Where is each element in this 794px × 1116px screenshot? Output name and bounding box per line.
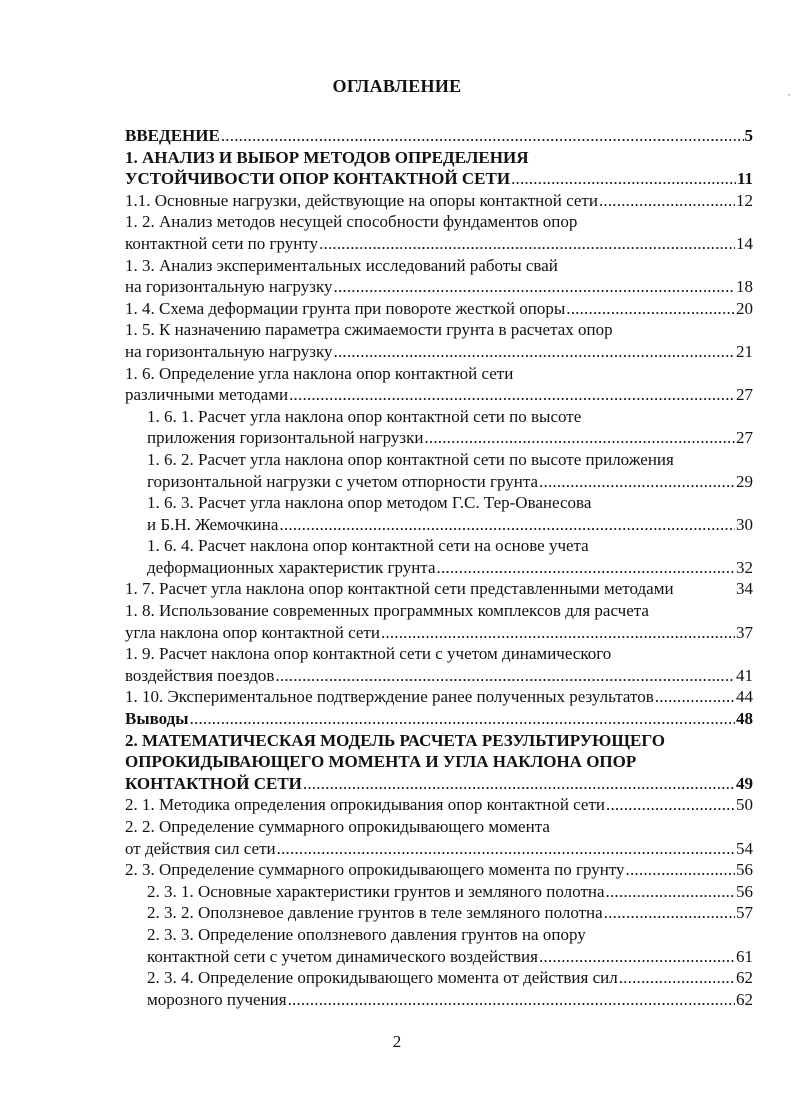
toc-entry-title: контактной сети по грунту: [125, 233, 319, 253]
toc-entry-title: 2. 3. 2. Оползневое давление грунтов в теле земляного полотна: [147, 903, 603, 923]
toc-entry-page: 30: [736, 514, 753, 534]
toc-entry-title: 1. 5. К назначению параметра сжимаемости грунта в расчетах опор: [125, 320, 613, 340]
toc-entry: [125, 924, 753, 946]
toc-entry-page: 21: [736, 341, 753, 361]
table-of-contents: [125, 125, 753, 1010]
toc-entry-title: 1. 6. 4. Расчет наклона опор контактной сети на основе учета: [147, 536, 589, 556]
toc-entry-title: морозного пучения: [147, 989, 287, 1009]
toc-entry-title: 2. 3. Определение суммарного опрокидывающего момента по грунту: [125, 860, 625, 880]
dot-leader: [511, 168, 736, 190]
toc-entry-page: 14: [736, 233, 753, 253]
toc-entry: [125, 125, 753, 147]
dot-leader: [626, 859, 735, 881]
toc-entry: [125, 946, 753, 968]
dot-leader: [279, 514, 735, 536]
toc-entry-page: 61: [736, 946, 753, 966]
toc-entry-title: 1.1. Основные нагрузки, действующие на опоры контактной сети: [125, 190, 598, 210]
toc-entry: [125, 578, 753, 600]
toc-entry: [125, 967, 753, 989]
toc-entry: [125, 384, 753, 406]
toc-entry-page: 27: [736, 385, 753, 405]
toc-entry-title: 2. 3. 3. Определение оползневого давления грунтов на опору: [147, 924, 586, 944]
toc-entry-title: 1. 6. 3. Расчет угла наклона опор методом Г.С. Тер-Ованесова: [147, 493, 592, 513]
toc-entry-title: ВВЕДЕНИЕ: [125, 126, 220, 145]
toc-entry: [125, 168, 753, 190]
toc-entry-title: 2. 3. 4. Определение опрокидывающего момента от действия сил: [147, 968, 618, 988]
toc-entry-title: приложения горизонтальной нагрузки: [147, 428, 424, 448]
toc-entry-page: 56: [736, 860, 753, 880]
toc-entry-title: различными методами: [125, 385, 289, 405]
toc-entry: [125, 190, 753, 212]
toc-entry-page: 11: [736, 169, 753, 189]
dot-leader: [437, 557, 736, 579]
toc-entry-title: 2. 1. Методика определения опрокидывания опор контактной сети: [125, 795, 606, 815]
toc-entry: [125, 449, 753, 471]
toc-entry: [125, 665, 753, 687]
toc-entry-page: 49: [736, 773, 753, 793]
dot-leader: [606, 881, 735, 903]
toc-entry-page: 5: [744, 126, 753, 145]
toc-entry-title: 1. 7. Расчет угла наклона опор контактной сети представленными методами: [125, 579, 674, 599]
dot-leader: [606, 794, 735, 816]
toc-entry-title: 1. 6. Определение угла наклона опор контактной сети: [125, 363, 514, 383]
toc-entry: [125, 643, 753, 665]
toc-entry: [125, 794, 753, 816]
toc-entry: [125, 298, 753, 320]
toc-entry-title: 1. 4. Схема деформации грунта при повороте жесткой опоры: [125, 298, 566, 318]
dot-leader: [619, 967, 735, 989]
dot-leader: [319, 233, 735, 255]
toc-entry: [125, 600, 753, 622]
toc-entry: [125, 557, 753, 579]
page-number: 2: [392, 1032, 402, 1051]
margin-mark: ,: [788, 88, 790, 97]
toc-entry: [125, 319, 753, 341]
toc-entry-page: 32: [736, 557, 753, 577]
toc-entry: [125, 514, 753, 536]
dot-leader: [303, 773, 735, 795]
toc-entry-page: 44: [736, 687, 753, 707]
toc-entry-title: 1. 8. Использование современных программных комплексов для расчета: [125, 601, 649, 621]
toc-entry-page: 34: [736, 579, 753, 599]
toc-entry-page: 37: [736, 622, 753, 642]
dot-leader: [604, 902, 735, 924]
toc-entry: [125, 989, 753, 1011]
toc-entry-title: на горизонтальную нагрузку: [125, 341, 333, 361]
dot-leader: [277, 838, 735, 860]
dot-leader: [221, 125, 744, 147]
toc-entry: [125, 276, 753, 298]
toc-entry-title: УСТОЙЧИВОСТИ ОПОР КОНТАКТНОЙ СЕТИ: [125, 169, 511, 189]
toc-entry-title: от действия сил сети: [125, 838, 276, 858]
toc-entry-title: 2. 2. Определение суммарного опрокидывающего момента: [125, 817, 550, 836]
dot-leader: [190, 708, 735, 730]
toc-entry: [125, 341, 753, 363]
toc-entry: [125, 427, 753, 449]
toc-entry: [125, 492, 753, 514]
toc-entry: [125, 902, 753, 924]
toc-entry-page: 62: [736, 968, 753, 988]
toc-entry-page: 48: [736, 709, 753, 729]
toc-entry: [125, 838, 753, 860]
dot-leader: [599, 190, 735, 212]
toc-entry-page: 20: [736, 298, 753, 318]
toc-entry: [125, 730, 753, 752]
toc-entry-title: горизонтальной нагрузки с учетом отпорности грунта: [147, 471, 539, 491]
toc-entry: [125, 686, 753, 708]
dot-leader: [539, 946, 735, 968]
toc-entry: [125, 471, 753, 493]
toc-entry-title: 1. 6. 1. Расчет угла наклона опор контактной сети по высоте: [147, 406, 582, 426]
dot-leader: [289, 384, 735, 406]
toc-entry-title: ОПРОКИДЫВАЮЩЕГО МОМЕНТА И УГЛА НАКЛОНА ОПОР: [125, 752, 637, 772]
toc-entry: [125, 773, 753, 795]
toc-entry-title: КОНТАКТНОЙ СЕТИ: [125, 773, 302, 793]
toc-entry-title: 1. 2. Анализ методов несущей способности фундаментов опор: [125, 212, 578, 232]
toc-entry: [125, 751, 753, 773]
toc-entry-title: 1. 10. Экспериментальное подтверждение ранее полученных результатов: [125, 687, 654, 707]
toc-entry: [125, 363, 753, 385]
toc-entry-title: угла наклона опор контактной сети: [125, 622, 380, 642]
toc-entry-title: деформационных характеристик грунта: [147, 557, 436, 577]
dot-leader: [334, 276, 736, 298]
toc-entry-title: 1. 9. Расчет наклона опор контактной сети с учетом динамического: [125, 644, 612, 664]
toc-entry-title: 1. 6. 2. Расчет угла наклона опор контактной сети по высоте приложения: [147, 449, 674, 469]
toc-entry-title: 1. АНАЛИЗ И ВЫБОР МЕТОДОВ ОПРЕДЕЛЕНИЯ: [125, 147, 529, 167]
toc-entry: [125, 708, 753, 730]
toc-entry-title: воздействия поездов: [125, 665, 275, 685]
toc-entry-page: 56: [736, 881, 753, 901]
toc-entry-page: 54: [736, 838, 753, 858]
toc-entry-title: и Б.Н. Жемочкина: [147, 514, 279, 534]
toc-entry: [125, 881, 753, 903]
toc-entry-title: контактной сети с учетом динамического воздействия: [147, 946, 538, 966]
toc-entry: [125, 622, 753, 644]
toc-entry-page: 29: [736, 471, 753, 491]
toc-entry: [125, 255, 753, 277]
toc-entry-page: 41: [736, 665, 753, 685]
toc-entry-page: 57: [736, 903, 753, 923]
toc-entry: [125, 816, 753, 838]
toc-entry-page: 18: [736, 277, 753, 297]
toc-entry: [125, 859, 753, 881]
toc-entry-page: 62: [736, 989, 753, 1009]
toc-entry: [125, 535, 753, 557]
toc-entry-page: 12: [736, 190, 753, 210]
toc-entry: [125, 233, 753, 255]
dot-leader: [424, 427, 735, 449]
dot-leader: [655, 686, 735, 708]
toc-entry-title: Выводы: [125, 709, 189, 729]
toc-entry-page: 27: [736, 428, 753, 448]
toc-entry: [125, 147, 753, 169]
page-title: ОГЛАВЛЕНИЕ: [332, 76, 462, 96]
toc-entry-title: на горизонтальную нагрузку: [125, 277, 333, 297]
toc-entry-title: 2. МАТЕМАТИЧЕСКАЯ МОДЕЛЬ РАСЧЕТА РЕЗУЛЬТИРУЮЩЕГО: [125, 730, 665, 750]
toc-entry-title: 2. 3. 1. Основные характеристики грунтов и земляного полотна: [147, 881, 605, 901]
toc-entry: [125, 211, 753, 233]
toc-entry: [125, 406, 753, 428]
dot-leader: [288, 989, 735, 1011]
dot-leader: [334, 341, 736, 363]
dot-leader: [381, 622, 735, 644]
dot-leader: [539, 471, 735, 493]
dot-leader: [566, 298, 735, 320]
toc-entry-page: 50: [736, 795, 753, 815]
toc-entry-title: 1. 3. Анализ экспериментальных исследований работы свай: [125, 255, 558, 275]
dot-leader: [275, 665, 735, 687]
